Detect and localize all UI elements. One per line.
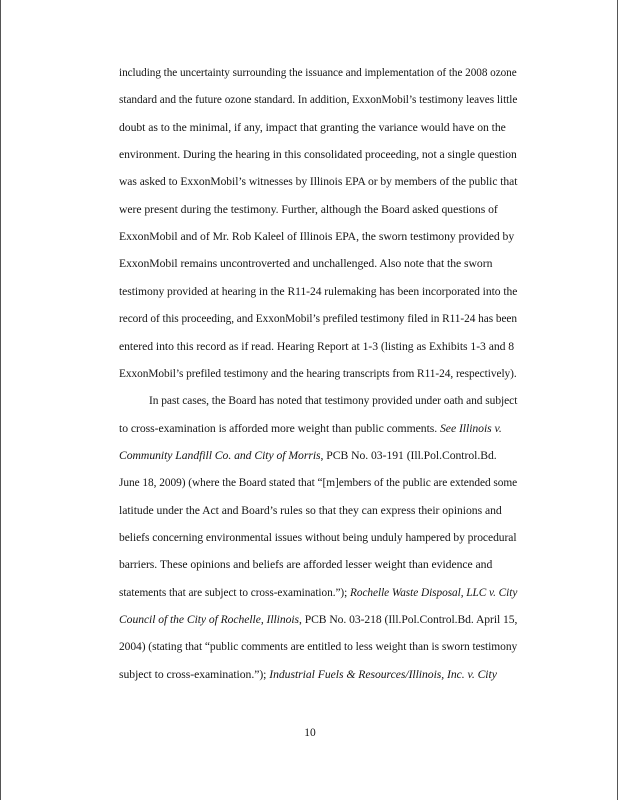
text-line xyxy=(119,203,498,216)
text-run: including the uncertainty surrounding the issuance and implementation of the 2008 ozone xyxy=(119,66,517,79)
text-run: , PCB No. 03-191 (Ill.Pol.Control.Bd. xyxy=(320,448,497,462)
text-line xyxy=(119,558,492,571)
text-run: ExxonMobil remains uncontroverted and unchallenged. Also note that the sworn xyxy=(119,257,493,271)
text-line xyxy=(119,640,517,653)
case-citation: Council of the City of Rochelle, Illinois xyxy=(119,613,299,626)
text-run: entered into this record as if read. Hearing Report at 1-3 (listing as Exhibits 1-3 and 8 xyxy=(119,339,515,353)
text-run: statements that are subject to cross-examination.”); xyxy=(119,585,351,599)
text-line xyxy=(119,668,497,681)
text-line xyxy=(119,613,517,626)
text-run: In past cases, the Board has noted that testimony provided under oath and subject xyxy=(149,394,518,408)
text-line xyxy=(119,285,517,298)
text-run: standard and the future ozone standard. In addition, ExxonMobil’s testimony leaves little xyxy=(119,93,518,107)
text-line xyxy=(119,531,517,544)
text-line xyxy=(119,175,517,188)
text-run: ExxonMobil’s prefiled testimony and the hearing transcripts from R11-24, respectively). xyxy=(119,366,517,380)
text-line xyxy=(119,230,514,243)
text-run: ExxonMobil and of Mr. Rob Kaleel of Illinois EPA, the sworn testimony provided by xyxy=(119,230,515,244)
text-line xyxy=(119,121,506,134)
text-run: environment. During the hearing in this consolidated proceeding, not a single question xyxy=(119,148,517,162)
text-line xyxy=(119,586,517,599)
case-citation: Rochelle Waste Disposal, LLC v. City xyxy=(350,585,518,599)
case-citation: Industrial Fuels & Resources/Illinois, Inc. v. City xyxy=(269,667,497,681)
page-number: 10 xyxy=(304,727,316,739)
text-run: were present during the testimony. Further, although the Board asked questions of xyxy=(119,202,498,216)
text-line xyxy=(149,394,517,407)
text-run: June 18, 2009) (where the Board stated that “[m]embers of the public are extended some xyxy=(119,476,518,490)
text-line xyxy=(119,312,517,325)
text-line xyxy=(119,504,502,517)
text-run: latitude under the Act and Board’s rules so that they can express their opinions and xyxy=(119,503,502,517)
text-line xyxy=(119,66,517,79)
text-line xyxy=(119,422,502,435)
text-line xyxy=(119,340,514,353)
text-line xyxy=(119,93,517,106)
text-run: subject to cross-examination.”); xyxy=(119,667,270,681)
text-run: was asked to ExxonMobil’s witnesses by Illinois EPA or by members of the public that xyxy=(119,175,518,189)
text-run: 2004) (stating that “public comments are entitled to less weight than is sworn testimony xyxy=(119,640,518,654)
text-run: barriers. These opinions and beliefs are afforded lesser weight than evidence and xyxy=(119,558,493,572)
text-run: , PCB No. 03-218 (Ill.Pol.Control.Bd. April 15, xyxy=(298,613,518,626)
text-line xyxy=(119,476,517,489)
text-run: to cross-examination is afforded more weight than public comments. xyxy=(119,421,441,435)
text-run: testimony provided at hearing in the R11-24 rulemaking has been incorporated into the xyxy=(119,284,518,298)
text-run: doubt as to the minimal, if any, impact that granting the variance would have on the xyxy=(119,120,506,134)
text-run: record of this proceeding, and ExxonMobil’s prefiled testimony filed in R11-24 has been xyxy=(119,312,518,326)
text-line xyxy=(119,449,497,462)
text-run: beliefs concerning environmental issues without being unduly hampered by procedural xyxy=(119,530,517,544)
text-line xyxy=(119,148,517,161)
text-line xyxy=(119,367,517,380)
case-citation: Community Landfill Co. and City of Morris xyxy=(119,448,321,462)
case-citation: See Illinois v. xyxy=(440,421,502,435)
text-line xyxy=(119,257,492,270)
